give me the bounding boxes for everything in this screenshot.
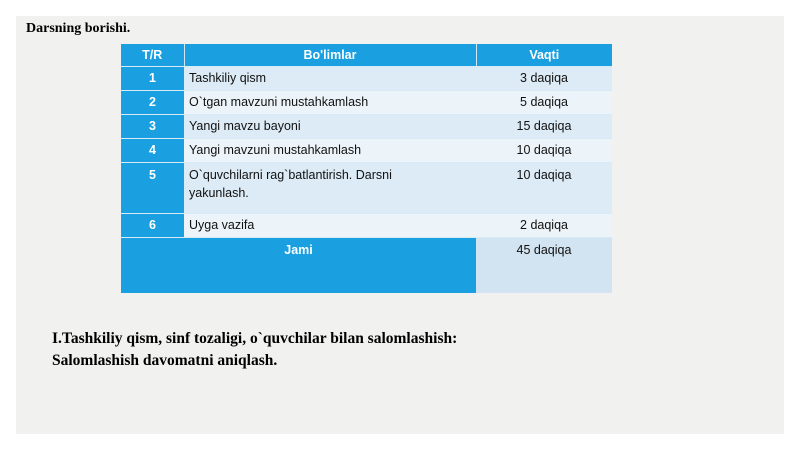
row-number: 4: [121, 139, 184, 163]
row-time: 3 daqiqa: [476, 67, 612, 91]
header-num: T/R: [121, 44, 184, 67]
row-section: O`tgan mavzuni mustahkamlash: [184, 91, 476, 115]
document-page: [16, 16, 784, 434]
table-row: [121, 91, 612, 115]
row-section: Tashkiliy qism: [184, 67, 476, 91]
body-text: [52, 328, 457, 372]
body-line-1: I.Tashkiliy qism, sinf tozaligi, o`quvchilar bilan salomlashish:: [52, 330, 458, 347]
header-section: Bo'limlar: [184, 44, 476, 67]
section-heading: Darsning borishi.: [26, 21, 131, 36]
table-row: [121, 139, 612, 163]
row-time: 15 daqiqa: [476, 115, 612, 139]
table-row: [121, 67, 612, 91]
total-row: [121, 238, 612, 294]
total-label: Jami: [121, 238, 476, 294]
lesson-plan-table: [121, 44, 612, 293]
body-line-2: Salomlashish davomatni aniqlash.: [52, 352, 278, 369]
table-row: [121, 214, 612, 238]
table-header-row: [121, 44, 612, 67]
row-time: 10 daqiqa: [476, 163, 612, 214]
row-number: 1: [121, 67, 184, 91]
row-time: 5 daqiqa: [476, 91, 612, 115]
row-section: O`quvchilarni rag`batlantirish. Darsni yakunlash.: [184, 163, 476, 214]
row-number: 3: [121, 115, 184, 139]
row-section: Yangi mavzuni mustahkamlash: [184, 139, 476, 163]
row-number: 5: [121, 163, 184, 214]
row-number: 2: [121, 91, 184, 115]
row-section: Uyga vazifa: [184, 214, 476, 238]
header-time: Vaqti: [476, 44, 612, 67]
total-value: 45 daqiqa: [476, 238, 612, 294]
table-row: [121, 115, 612, 139]
table-row: [121, 163, 612, 214]
row-time: 2 daqiqa: [476, 214, 612, 238]
row-section: Yangi mavzu bayoni: [184, 115, 476, 139]
row-number: 6: [121, 214, 184, 238]
row-time: 10 daqiqa: [476, 139, 612, 163]
